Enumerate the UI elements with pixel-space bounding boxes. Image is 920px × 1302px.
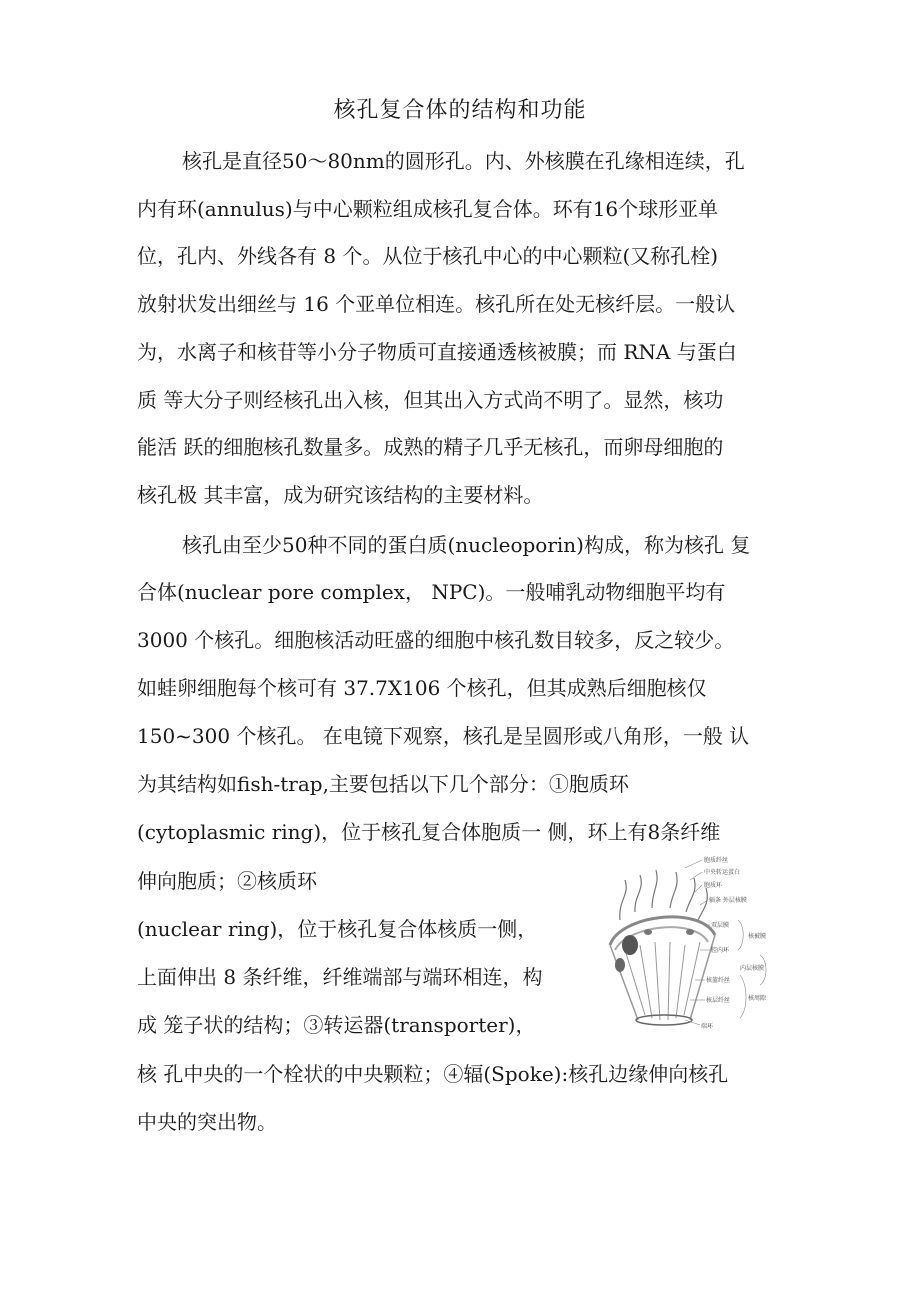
figure-label: 核周隙: [748, 995, 767, 1002]
text-line: 中央的突出物。: [137, 1110, 277, 1134]
text-line: 核孔由至少50种不同的蛋白质(nucleoporin)构成，称为核孔 复: [182, 533, 751, 557]
figure-label: 胞质纤丝: [704, 857, 729, 864]
text-line: 为其结构如fish-trap,主要包括以下几个部分：①胞质环: [137, 772, 629, 796]
figure-label: 中央转运蛋白: [704, 869, 741, 876]
text-line: 核孔极 其丰富，成为研究该结构的主要材料。: [137, 483, 544, 507]
figure-label: 腔内环: [711, 947, 730, 954]
text-line: 核 孔中央的一个栓状的中央颗粒；④辐(Spoke):核孔边缘伸向核孔: [137, 1062, 729, 1086]
text-line: 如蛙卵细胞每个核可有 37.7X106 个核孔，但其成熟后细胞核仅: [137, 676, 707, 700]
text-line: (nuclear ring)，位于核孔复合体核质一侧，: [137, 917, 538, 941]
figure-label: 核层纤丝: [706, 997, 731, 1004]
figure-label: 核篮纤丝: [706, 977, 731, 984]
text-line: 3000 个核孔。细胞核活动旺盛的细胞中核孔数目较多，反之较少。: [137, 628, 735, 652]
text-line: 位，孔内、外线各有 8 个。从位于核孔中心的中心颗粒(又称孔栓): [137, 244, 719, 268]
text-line: 核孔是直径50〜80nm的圆形孔。内、外核膜在孔缘相连续，孔: [182, 149, 745, 173]
text-line: (cytoplasmic ring)，位于核孔复合体胞质一 侧，环上有8条纤维: [137, 820, 721, 844]
text-line: 为，水离子和核苷等小分子物质可直接通透核被膜；而 RNA 与蛋白: [137, 340, 737, 364]
text-line: 内有环(annulus)与中心颗粒组成核孔复合体。环有16个球形亚单: [137, 197, 719, 221]
text-line: 成 笼子状的结构；③转运器(transporter)，: [137, 1013, 536, 1037]
text-line: 伸向胞质；②核质环: [137, 869, 317, 893]
text-line: 上面伸出 8 条纤维，纤维端部与端环相连，构: [137, 965, 543, 989]
npc-diagram: [590, 850, 790, 1035]
figure-label: 端环: [701, 1023, 714, 1030]
text-line: 放射状发出细丝与 16 个亚单位相连。核孔所在处无核纤层。一般认: [137, 292, 736, 316]
figure-label: 胞质环: [704, 882, 723, 889]
figure-label: 核被膜: [748, 933, 767, 940]
text-line: 能活 跃的细胞核孔数量多。成熟的精子几乎无核孔，而卵母细胞的: [137, 435, 724, 459]
figure-label: 内层核膜: [740, 965, 765, 972]
page-title: 核孔复合体的结构和功能: [333, 98, 587, 123]
text-line: 质 等大分子则经核孔出入核，但其出入方式尚不明了。显然，核功: [137, 388, 724, 412]
nuclear-pore-complex-figure: [590, 850, 790, 1035]
text-line: 合体(nuclear pore complex， NPC)。一般哺乳动物细胞平均有: [137, 580, 726, 604]
figure-label: 辐条 外层核膜: [709, 897, 747, 904]
text-line: 150~300 个核孔。 在电镜下观察，核孔是呈圆形或八角形，一般 认: [137, 724, 750, 748]
figure-label: 双层膜: [711, 922, 730, 929]
